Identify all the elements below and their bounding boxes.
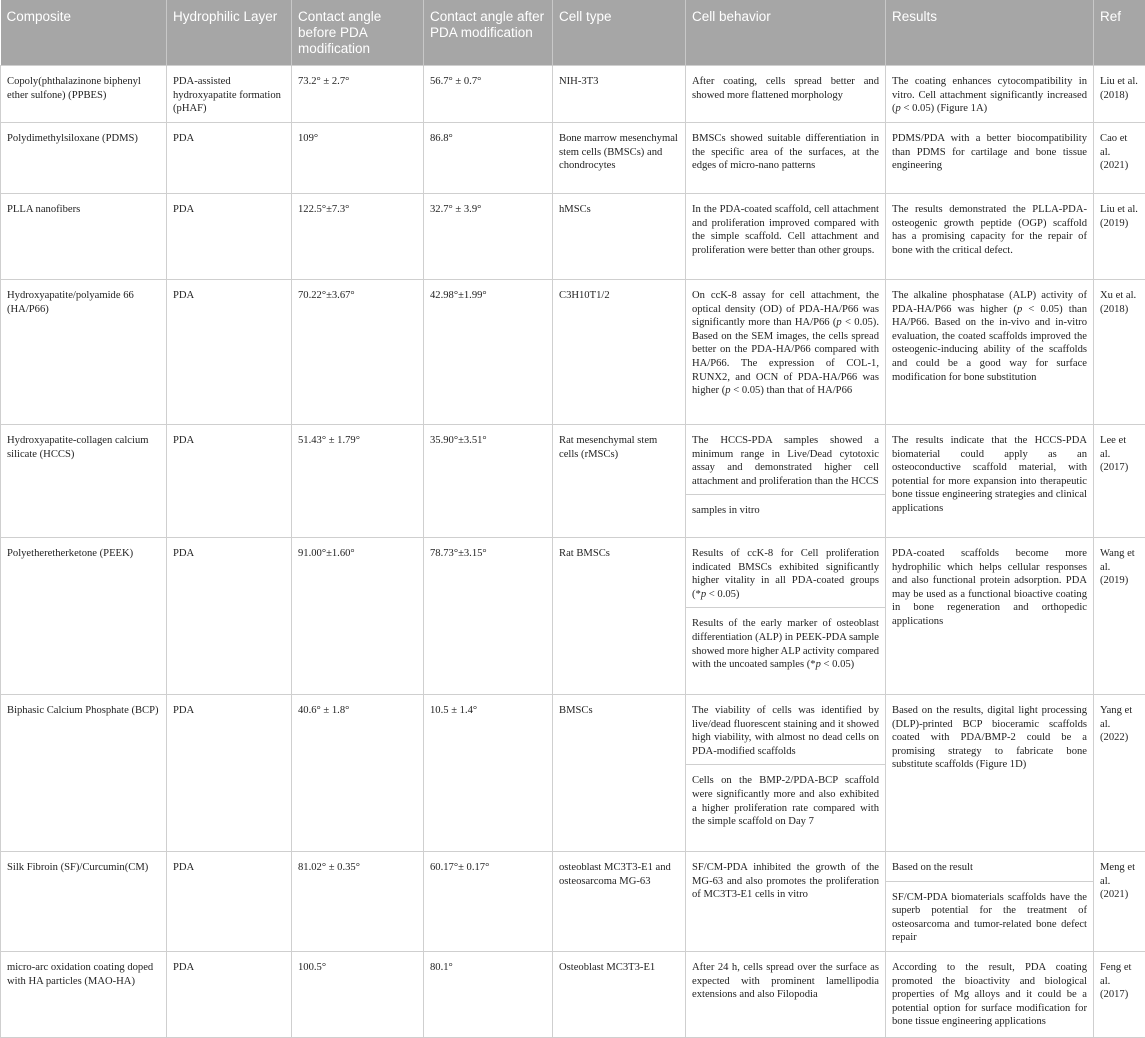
cell-behavior-part: The HCCS-PDA samples showed a minimum range in Live/Dead cytotoxic assay and demonstrated higher cell attachment and proliferation than the HCCS — [692, 435, 879, 487]
hydrophilic-layer-cell: PDA — [167, 695, 292, 852]
table-row — [1, 538, 1145, 695]
cell-behavior-part: Cells on the BMP-2/PDA-BCP scaffold were significantly more and also exhibited a higher proliferation rate compared with the simple scaffold on Day 7 — [686, 764, 885, 834]
angle-before-cell: 51.43° ± 1.79° — [292, 425, 424, 538]
cell-type-cell: Rat BMSCs — [553, 538, 686, 695]
header-row — [1, 0, 1145, 66]
column-header-hydrophilic-layer: Hydrophilic Layer — [167, 0, 292, 66]
hydrophilic-layer-cell: PDA — [167, 123, 292, 194]
angle-before-cell: 109° — [292, 123, 424, 194]
ref-cell: Liu et al. (2019) — [1094, 194, 1145, 280]
cell-behavior-cell: BMSCs showed suitable differentiation in the specific area of the surfaces, at the edges of micro-nano patterns — [686, 123, 886, 194]
results-cell: According to the result, PDA coating promoted the bioactivity and biological properties of Mg alloys and it could be a potential option for surface modification for bone tissue engineering applications — [886, 952, 1094, 1038]
table-row — [1, 695, 1145, 852]
composite-cell: Copoly(phthalazinone biphenyl ether sulfone) (PPBES) — [1, 66, 167, 123]
cell-behavior-cell — [686, 425, 886, 538]
ref-cell: Meng et al. (2021) — [1094, 852, 1145, 952]
cell-behavior-cell: After 24 h, cells spread over the surface as expected with prominent lamellipodia extensions and also Filopodia — [686, 952, 886, 1038]
ref-cell: Liu et al. (2018) — [1094, 66, 1145, 123]
composite-cell: PLLA nanofibers — [1, 194, 167, 280]
angle-before-cell: 40.6° ± 1.8° — [292, 695, 424, 852]
results-part: Based on the result — [892, 862, 973, 873]
table-row — [1, 66, 1145, 123]
cell-type-cell: osteoblast MC3T3-E1 and osteosarcoma MG-63 — [553, 852, 686, 952]
hydrophilic-layer-cell: PDA — [167, 852, 292, 952]
hydrophilic-layer-cell: PDA — [167, 952, 292, 1038]
ref-cell: Cao et al. (2021) — [1094, 123, 1145, 194]
cell-behavior-cell: In the PDA-coated scaffold, cell attachment and proliferation improved compared with the simple scaffold. Cell attachment and proliferation were better than other groups. — [686, 194, 886, 280]
cell-behavior-part: Results of ccK-8 for Cell proliferation indicated BMSCs exhibited significantly higher vitality in all PDA-coated groups (*p < 0.05) — [692, 548, 879, 600]
ref-cell: Feng et al. (2017) — [1094, 952, 1145, 1038]
cell-behavior-cell — [686, 695, 886, 852]
hydrophilic-layer-cell: PDA-assisted hydroxyapatite formation (pHAF) — [167, 66, 292, 123]
cell-type-cell: Bone marrow mesenchymal stem cells (BMSCs) and chondrocytes — [553, 123, 686, 194]
cell-behavior-part: samples in vitro — [686, 494, 885, 524]
column-header-cell-behavior: Cell behavior — [686, 0, 886, 66]
angle-after-cell: 80.1° — [424, 952, 553, 1038]
composite-cell: Hydroxyapatite/polyamide 66 (HA/P66) — [1, 280, 167, 425]
ref-cell: Xu et al. (2018) — [1094, 280, 1145, 425]
ref-cell: Lee et al. (2017) — [1094, 425, 1145, 538]
cell-type-cell: Osteoblast MC3T3-E1 — [553, 952, 686, 1038]
cell-behavior-cell: SF/CM-PDA inhibited the growth of the MG-63 and also promotes the proliferation of MC3T3-E1 cells in vitro — [686, 852, 886, 952]
results-cell: PDMS/PDA with a better biocompatibility than PDMS for cartilage and bone tissue engineering — [886, 123, 1094, 194]
results-cell: The results indicate that the HCCS-PDA biomaterial could apply as an osteoconductive scaffold material, with potential for more expansion into therapeutic bone tissue engineering strategies and clinical applications — [886, 425, 1094, 538]
ref-cell: Wang et al. (2019) — [1094, 538, 1145, 695]
column-header-composite: Composite — [1, 0, 167, 66]
composite-cell: micro-arc oxidation coating doped with HA particles (MAO-HA) — [1, 952, 167, 1038]
table-row — [1, 952, 1145, 1038]
angle-after-cell: 86.8° — [424, 123, 553, 194]
cell-behavior-part: Results of the early marker of osteoblast differentiation (ALP) in PEEK-PDA sample showed more higher ALP activity compared with the uncoated samples (*p < 0.05) — [686, 607, 885, 677]
hydrophilic-layer-cell: PDA — [167, 280, 292, 425]
column-header-ref: Ref — [1094, 0, 1145, 66]
table-row — [1, 194, 1145, 280]
angle-before-cell: 100.5° — [292, 952, 424, 1038]
angle-before-cell: 91.00°±1.60° — [292, 538, 424, 695]
column-header-results: Results — [886, 0, 1094, 66]
results-cell: The coating enhances cytocompatibility in vitro. Cell attachment significantly increased (p < 0.05) (Figure 1A) — [886, 66, 1094, 123]
angle-before-cell: 70.22°±3.67° — [292, 280, 424, 425]
hydrophilic-layer-cell: PDA — [167, 194, 292, 280]
angle-after-cell: 10.5 ± 1.4° — [424, 695, 553, 852]
cell-behavior-cell: After coating, cells spread better and showed more flattened morphology — [686, 66, 886, 123]
cell-behavior-cell — [686, 538, 886, 695]
table-row — [1, 425, 1145, 538]
angle-after-cell: 32.7° ± 3.9° — [424, 194, 553, 280]
composite-cell: Polydimethylsiloxane (PDMS) — [1, 123, 167, 194]
angle-after-cell: 56.7° ± 0.7° — [424, 66, 553, 123]
angle-before-cell: 122.5°±7.3° — [292, 194, 424, 280]
results-cell: The alkaline phosphatase (ALP) activity of PDA-HA/P66 was higher (p < 0.05) than HA/P66. Based on the in-vivo and in-vitro evaluation, the coated scaffolds improved the osteogenic-inducing ability of the scaffolds and could be a good way for surface modification for bone substitution — [886, 280, 1094, 425]
cell-type-cell: Rat mesenchymal stem cells (rMSCs) — [553, 425, 686, 538]
table-row — [1, 280, 1145, 425]
hydrophilic-layer-cell: PDA — [167, 538, 292, 695]
angle-after-cell: 35.90°±3.51° — [424, 425, 553, 538]
angle-after-cell: 60.17°± 0.17° — [424, 852, 553, 952]
results-cell: The results demonstrated the PLLA-PDA-osteogenic growth peptide (OGP) scaffold has a promising capacity for the repair of bone with the critical defect. — [886, 194, 1094, 280]
table-row — [1, 852, 1145, 952]
results-cell — [886, 852, 1094, 952]
angle-after-cell: 42.98°±1.99° — [424, 280, 553, 425]
composite-cell: Biphasic Calcium Phosphate (BCP) — [1, 695, 167, 852]
results-part: SF/CM-PDA biomaterials scaffolds have the superb potential for the treatment of osteosarcoma and tumor-related bone defect repair — [886, 881, 1093, 951]
cell-type-cell: C3H10T1/2 — [553, 280, 686, 425]
composite-cell: Polyetheretherketone (PEEK) — [1, 538, 167, 695]
cell-behavior-cell: On ccK-8 assay for cell attachment, the optical density (OD) of PDA-HA/P66 was significantly more than HA/P66 (p < 0.05). Based on the SEM images, the cells spread better on the PDA-HA/P66 compared with HA/P66. The expression of COL-1, RUNX2, and OCN of PDA-HA/P66 was higher (p < 0.05) than that of HA/P66 — [686, 280, 886, 425]
hydrophilic-layer-cell: PDA — [167, 425, 292, 538]
composite-cell: Silk Fibroin (SF)/Curcumin(CM) — [1, 852, 167, 952]
angle-after-cell: 78.73°±3.15° — [424, 538, 553, 695]
column-header-contact-angle-before: Contact angle before PDA modification — [292, 0, 424, 66]
column-header-contact-angle-after: Contact angle after PDA modification — [424, 0, 553, 66]
angle-before-cell: 73.2° ± 2.7° — [292, 66, 424, 123]
cell-type-cell: BMSCs — [553, 695, 686, 852]
table-row — [1, 123, 1145, 194]
cell-type-cell: NIH-3T3 — [553, 66, 686, 123]
angle-before-cell: 81.02° ± 0.35° — [292, 852, 424, 952]
results-cell: Based on the results, digital light processing (DLP)-printed BCP bioceramic scaffolds coated with PDA/BMP-2 could be a promising strategy to fabricate bone substitute scaffolds (Figure 1D) — [886, 695, 1094, 852]
column-header-cell-type: Cell type — [553, 0, 686, 66]
ref-cell: Yang et al. (2022) — [1094, 695, 1145, 852]
results-cell: PDA-coated scaffolds become more hydrophilic which helps cellular responses and also functional protein adsorption. PDA may be used as a functional bioactive coating in bone regeneration and orthopedic applications — [886, 538, 1094, 695]
composite-cell: Hydroxyapatite-collagen calcium silicate (HCCS) — [1, 425, 167, 538]
cell-type-cell: hMSCs — [553, 194, 686, 280]
cell-behavior-part: The viability of cells was identified by live/dead fluorescent staining and it showed high viability, with almost no dead cells on PDA-modified scaffolds — [692, 705, 879, 757]
